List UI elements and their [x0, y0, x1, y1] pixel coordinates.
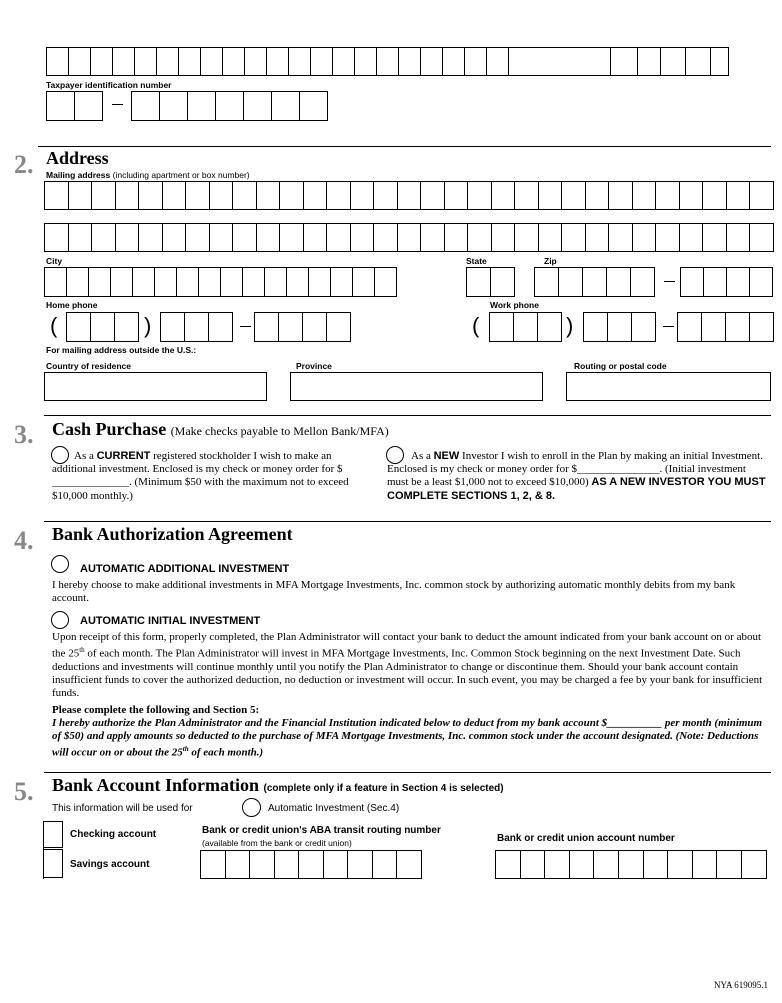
char-box[interactable] [243, 268, 265, 296]
char-box[interactable] [742, 851, 767, 878]
char-box[interactable] [727, 268, 750, 296]
char-box[interactable] [233, 224, 257, 251]
zip-dash [664, 281, 675, 282]
section-2-number: 2. [14, 150, 34, 179]
section-2-title: Address [46, 148, 109, 168]
char-box[interactable] [492, 182, 516, 209]
char-box[interactable] [116, 182, 140, 209]
postal-code-field[interactable] [566, 372, 771, 401]
char-box[interactable] [233, 182, 257, 209]
char-box[interactable] [468, 224, 492, 251]
char-box[interactable] [711, 48, 729, 75]
char-box[interactable] [279, 313, 303, 341]
char-box[interactable] [686, 48, 711, 75]
char-box[interactable] [704, 268, 727, 296]
section-5-title-note: (complete only if a feature in Section 4 is selected) [263, 783, 504, 794]
char-box[interactable] [351, 224, 375, 251]
char-box[interactable] [397, 851, 422, 878]
char-box[interactable] [583, 268, 607, 296]
char-box[interactable] [327, 224, 351, 251]
char-box[interactable] [216, 92, 244, 120]
char-box[interactable] [348, 851, 373, 878]
province-label: Province [296, 361, 332, 371]
char-box[interactable] [638, 48, 661, 75]
char-box[interactable] [586, 224, 610, 251]
char-box[interactable] [399, 48, 421, 75]
char-box[interactable] [226, 851, 251, 878]
char-box[interactable] [324, 851, 349, 878]
char-box[interactable] [750, 224, 774, 251]
home-phone-prefix-boxes[interactable] [160, 312, 233, 342]
char-box[interactable] [514, 313, 538, 341]
char-box[interactable] [487, 48, 509, 75]
char-box[interactable] [727, 182, 751, 209]
char-box[interactable] [309, 268, 331, 296]
home-phone-line-boxes[interactable] [254, 312, 351, 342]
account-number-label: Bank or credit union account number [497, 833, 675, 844]
char-box[interactable] [289, 48, 311, 75]
country-field[interactable] [44, 372, 267, 401]
taxpayer-id-part2-boxes[interactable] [131, 91, 328, 121]
char-box[interactable] [374, 182, 398, 209]
char-box[interactable] [210, 224, 234, 251]
char-box[interactable] [445, 182, 469, 209]
routing-number-note: (available from the bank or credit union) [202, 838, 352, 848]
char-box[interactable] [644, 851, 669, 878]
home-phone-open-paren: ( [50, 313, 58, 338]
section-3-rule [44, 415, 771, 416]
char-box[interactable] [468, 182, 492, 209]
home-phone-label: Home phone [46, 300, 98, 310]
char-box[interactable] [398, 224, 422, 251]
char-box[interactable] [327, 182, 351, 209]
char-box[interactable] [287, 268, 309, 296]
char-box[interactable] [132, 92, 160, 120]
char-box[interactable] [374, 224, 398, 251]
char-box[interactable] [209, 313, 233, 341]
mailing-address-line2-boxes[interactable] [44, 223, 774, 252]
char-box[interactable] [373, 851, 398, 878]
char-box[interactable] [257, 182, 281, 209]
char-box[interactable] [186, 224, 210, 251]
work-phone-close-paren: ) [566, 313, 574, 338]
char-box[interactable] [355, 48, 377, 75]
section-4-number: 4. [14, 526, 34, 555]
char-box[interactable] [199, 268, 221, 296]
char-box[interactable] [75, 92, 103, 120]
form-code: NYA 619095.1 [714, 980, 769, 990]
char-box[interactable] [492, 224, 516, 251]
used-for-label: This information will be used for [52, 803, 193, 814]
char-box[interactable] [139, 182, 163, 209]
char-box[interactable] [535, 268, 559, 296]
char-box[interactable] [327, 313, 351, 341]
auto-additional-radio[interactable] [51, 555, 69, 573]
char-box[interactable] [377, 48, 399, 75]
char-box[interactable] [465, 48, 487, 75]
char-box[interactable] [609, 182, 633, 209]
char-box[interactable] [275, 851, 300, 878]
checking-account-label: Checking account [70, 829, 157, 840]
work-phone-open-paren: ( [472, 313, 480, 338]
checking-account-checkbox[interactable] [44, 821, 63, 848]
char-box[interactable] [304, 224, 328, 251]
char-box[interactable] [562, 182, 586, 209]
char-box[interactable] [445, 224, 469, 251]
auto-initial-radio[interactable] [51, 611, 69, 629]
char-box[interactable] [280, 224, 304, 251]
char-box[interactable] [545, 851, 570, 878]
char-box[interactable] [521, 851, 546, 878]
char-box[interactable] [681, 268, 704, 296]
char-box[interactable] [201, 851, 226, 878]
char-box[interactable] [201, 48, 223, 75]
char-box[interactable] [562, 224, 586, 251]
char-box[interactable] [353, 268, 375, 296]
char-box[interactable] [538, 313, 562, 341]
char-box[interactable] [333, 48, 355, 75]
char-box[interactable] [750, 268, 773, 296]
auto-initial-text: Upon receipt of this form, properly completed, the Plan Administrator will contact your bank to deduct the amount indicated from your bank account on or about the 25th of each month. The Plan Administrator will invest in MFA Mortgage Investments, Inc. Common Stock beginning on the next Investment Date. Such deductions and investments will continue monthly until you notify the Plan Administrator to change or discontinue them. Should your bank account contain insufficient funds to cover the authorized deduction, no deduction or investment will occur. In such event, you may be charged a fee by your bank for insufficient funds. [52, 631, 763, 700]
char-box[interactable] [539, 224, 563, 251]
section-5-number: 5. [14, 777, 34, 806]
char-box[interactable] [67, 268, 89, 296]
taxpayer-id-dash [112, 104, 123, 105]
home-phone-dash [240, 326, 251, 327]
char-box[interactable] [223, 48, 245, 75]
char-box[interactable] [351, 182, 375, 209]
char-box[interactable] [467, 268, 491, 296]
char-box[interactable] [91, 48, 113, 75]
char-box[interactable] [331, 268, 353, 296]
char-box[interactable] [160, 92, 188, 120]
char-box[interactable] [257, 224, 281, 251]
char-box[interactable] [67, 313, 91, 341]
char-box[interactable] [594, 851, 619, 878]
zip-plus4-boxes[interactable] [680, 267, 773, 297]
char-box[interactable] [421, 48, 443, 75]
char-box[interactable] [750, 182, 774, 209]
char-box[interactable] [608, 313, 632, 341]
char-box[interactable] [609, 224, 633, 251]
mailing-address-label: Mailing address (including apartment or box number) [46, 170, 250, 180]
char-box[interactable] [633, 224, 657, 251]
char-box[interactable] [586, 182, 610, 209]
char-box[interactable] [726, 313, 750, 341]
char-box[interactable] [559, 268, 583, 296]
char-box[interactable] [92, 182, 116, 209]
char-box[interactable] [255, 313, 279, 341]
section-4-title: Bank Authorization Agreement [52, 524, 293, 544]
char-box[interactable] [656, 224, 680, 251]
char-box[interactable] [245, 48, 267, 75]
char-box[interactable] [163, 182, 187, 209]
char-box[interactable] [539, 182, 563, 209]
char-box[interactable] [47, 48, 69, 75]
char-box[interactable] [496, 851, 521, 878]
char-box[interactable] [421, 224, 445, 251]
new-strong: NEW [433, 450, 460, 462]
authorization-text: I hereby authorize the Plan Administrator and the Financial Institution indicated below to deduct from my bank account $__________ per month (minimum of $50) and apply amounts so deducted to the purchase of MFA Mortgage Investments, Inc. common stock under the account designated. (Note: Deductions will occur on or about the 25th of each month.) [52, 717, 763, 760]
char-box[interactable] [299, 851, 324, 878]
section-2-rule [38, 146, 771, 147]
char-box[interactable] [619, 851, 644, 878]
work-phone-label: Work phone [490, 300, 539, 310]
postal-code-label: Routing or postal code [574, 361, 667, 371]
section-5-title: Bank Account Information (complete only if a feature in Section 4 is selected) [52, 775, 504, 795]
char-box[interactable] [91, 313, 115, 341]
complete-heading: Please complete the following and Section 5: [52, 704, 260, 716]
account-number-boxes[interactable] [495, 850, 767, 879]
section-3-title-note: (Make checks payable to Mellon Bank/MFA) [170, 424, 389, 438]
work-phone-line-boxes[interactable] [677, 312, 774, 342]
work-phone-prefix-boxes[interactable] [583, 312, 656, 342]
city-label: City [46, 256, 63, 266]
char-box[interactable] [45, 224, 69, 251]
char-box[interactable] [490, 313, 514, 341]
char-box[interactable] [155, 268, 177, 296]
char-box[interactable] [161, 313, 185, 341]
mailing-address-note: (including apartment or box number) [112, 170, 250, 180]
char-box[interactable] [303, 313, 327, 341]
char-box[interactable] [116, 224, 140, 251]
char-box[interactable] [750, 313, 774, 341]
auto-initial-label: AUTOMATIC INITIAL INVESTMENT [80, 615, 261, 627]
char-box[interactable] [491, 268, 515, 296]
char-box[interactable] [668, 851, 693, 878]
char-box[interactable] [680, 182, 704, 209]
char-box[interactable] [703, 182, 727, 209]
char-box[interactable] [111, 268, 133, 296]
char-box[interactable] [702, 313, 726, 341]
auto-investment-radio[interactable] [242, 798, 261, 817]
char-box[interactable] [45, 268, 67, 296]
char-box[interactable] [515, 224, 539, 251]
name-boxes-row[interactable] [46, 47, 729, 76]
char-box[interactable] [678, 313, 702, 341]
section-3-title: Cash Purchase (Make checks payable to Mellon Bank/MFA) [52, 419, 389, 439]
mailing-address-line1-boxes[interactable] [44, 181, 774, 210]
char-box[interactable] [631, 268, 655, 296]
char-box[interactable] [113, 48, 135, 75]
state-label: State [466, 256, 487, 266]
char-box[interactable] [135, 48, 157, 75]
char-box[interactable] [186, 182, 210, 209]
zip-boxes[interactable] [534, 267, 655, 297]
char-box[interactable] [375, 268, 397, 296]
section-4-rule [44, 521, 771, 522]
char-box[interactable] [250, 851, 275, 878]
char-box[interactable] [157, 48, 179, 75]
home-phone-area-boxes[interactable] [66, 312, 139, 342]
char-box[interactable] [221, 268, 243, 296]
char-box[interactable] [163, 224, 187, 251]
char-box[interactable] [280, 182, 304, 209]
char-box[interactable] [584, 313, 608, 341]
char-box[interactable] [265, 268, 287, 296]
section-3-number: 3. [14, 420, 34, 449]
char-box[interactable] [515, 182, 539, 209]
char-box[interactable] [69, 48, 91, 75]
char-box[interactable] [656, 182, 680, 209]
char-box[interactable] [133, 268, 155, 296]
char-box[interactable] [115, 313, 139, 341]
new-investor-requirement: AS A NEW INVESTOR YOU MUST COMPLETE SECTIONS 1, 2, & 8. [387, 476, 766, 502]
city-boxes[interactable] [44, 267, 397, 297]
char-box[interactable] [703, 224, 727, 251]
state-boxes[interactable] [466, 267, 515, 297]
char-box[interactable] [607, 268, 631, 296]
section-5-rule [44, 772, 771, 773]
char-box[interactable] [89, 268, 111, 296]
home-phone-close-paren: ) [144, 313, 152, 338]
char-box[interactable] [92, 224, 116, 251]
zip-label: Zip [544, 256, 557, 266]
char-box[interactable] [421, 182, 445, 209]
savings-account-label: Savings account [70, 859, 150, 870]
auto-additional-label: AUTOMATIC ADDITIONAL INVESTMENT [80, 563, 290, 575]
char-box[interactable] [311, 48, 333, 75]
char-box[interactable] [300, 92, 328, 120]
current-stockholder-text: As a CURRENT registered stockholder I wish to make an additional investment. Enclosed is my check or money order for $ ______________. (Minimum $50 with the maximum not to exceed $10,000 monthly.) [52, 450, 349, 502]
taxpayer-id-label: Taxpayer identification number [46, 80, 172, 90]
char-box[interactable] [717, 851, 742, 878]
auto-investment-label: Automatic Investment (Sec.4) [268, 803, 400, 814]
current-strong: CURRENT [96, 450, 151, 462]
savings-account-checkbox[interactable] [44, 849, 63, 878]
char-box[interactable] [267, 48, 289, 75]
work-phone-dash [663, 326, 674, 327]
char-box[interactable] [443, 48, 465, 75]
char-box[interactable] [661, 48, 686, 75]
char-box[interactable] [244, 92, 272, 120]
char-box[interactable] [398, 182, 422, 209]
char-box[interactable] [680, 224, 704, 251]
char-box[interactable] [632, 313, 656, 341]
taxpayer-id-part1-boxes[interactable] [46, 91, 103, 121]
char-box[interactable] [304, 182, 328, 209]
char-box[interactable] [509, 48, 611, 75]
char-box[interactable] [633, 182, 657, 209]
char-box[interactable] [272, 92, 300, 120]
char-box[interactable] [693, 851, 718, 878]
new-investor-text: As a NEW Investor I wish to enroll in the Plan by making an initial Investment. Enclosed is my check or money order for $_______________. (Initial investment must be a least $1,000 not to exceed $10,000) AS A NEW INVESTOR YOU MUST COMPLETE SECTIONS 1, 2, & 8. [387, 450, 766, 502]
province-field[interactable] [290, 372, 543, 401]
char-box[interactable] [69, 182, 93, 209]
char-box[interactable] [570, 851, 595, 878]
work-phone-area-boxes[interactable] [489, 312, 562, 342]
country-label: Country of residence [46, 361, 132, 371]
char-box[interactable] [177, 268, 199, 296]
char-box[interactable] [185, 313, 209, 341]
routing-number-boxes[interactable] [200, 850, 422, 879]
char-box[interactable] [139, 224, 163, 251]
char-box[interactable] [45, 182, 69, 209]
char-box[interactable] [611, 48, 638, 75]
char-box[interactable] [69, 224, 93, 251]
char-box[interactable] [210, 182, 234, 209]
auto-additional-text: I hereby choose to make additional investments in MFA Mortgage Investments, Inc. common stock by authorizing automatic monthly debits from my bank account. [52, 579, 736, 605]
char-box[interactable] [47, 92, 75, 120]
outside-us-label: For mailing address outside the U.S.: [46, 345, 197, 355]
routing-number-label: Bank or credit union's ABA transit routing number [202, 825, 441, 836]
char-box[interactable] [179, 48, 201, 75]
char-box[interactable] [188, 92, 216, 120]
char-box[interactable] [727, 224, 751, 251]
